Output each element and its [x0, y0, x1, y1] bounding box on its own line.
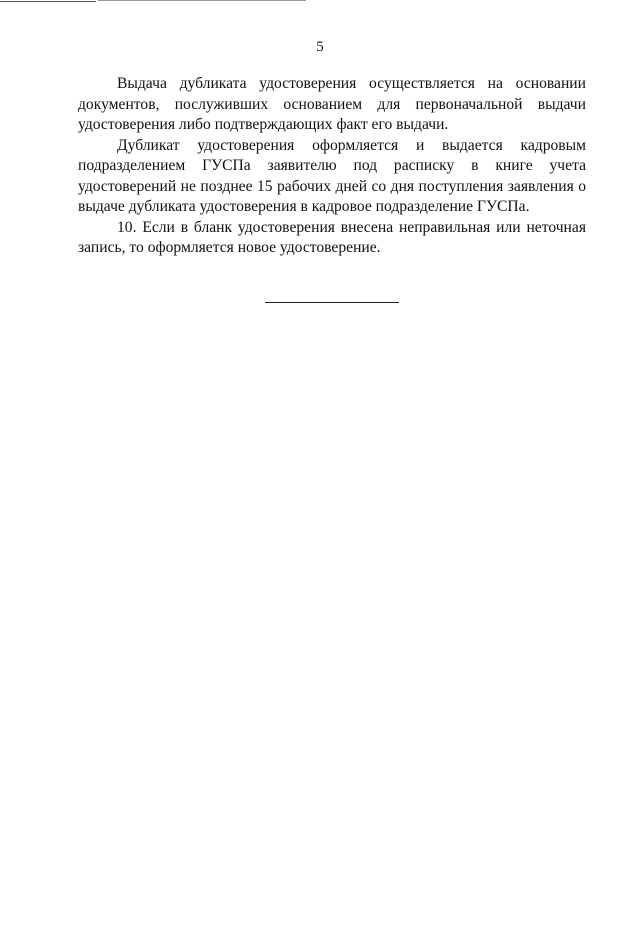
paragraph-duplicate-issuance: Дубликат удостоверения оформляется и выдается кадровым подразделением ГУСПа заявителю под расписку в книге учета удостоверений не позднее 15 рабочих дней со дня поступления заявления о выдаче дубликата удостоверения в кадровое подразделение ГУСПа.	[78, 136, 586, 215]
paragraph-incorrect-entry: 10. Если в бланк удостоверения внесена неправильная или неточная запись, то оформляется новое удостоверение.	[78, 218, 586, 256]
paragraph-duplicate-basis: Выдача дубликата удостоверения осуществляется на основании документов, послуживших основанием для первоначальной выдачи удостоверения либо подтверждающих факт его выдачи.	[78, 75, 586, 133]
scan-artifact-line	[98, 0, 306, 1]
document-body	[78, 74, 586, 259]
end-of-text-rule	[265, 302, 399, 303]
page-number: 5	[316, 39, 324, 55]
scan-artifact-line	[0, 1, 96, 2]
